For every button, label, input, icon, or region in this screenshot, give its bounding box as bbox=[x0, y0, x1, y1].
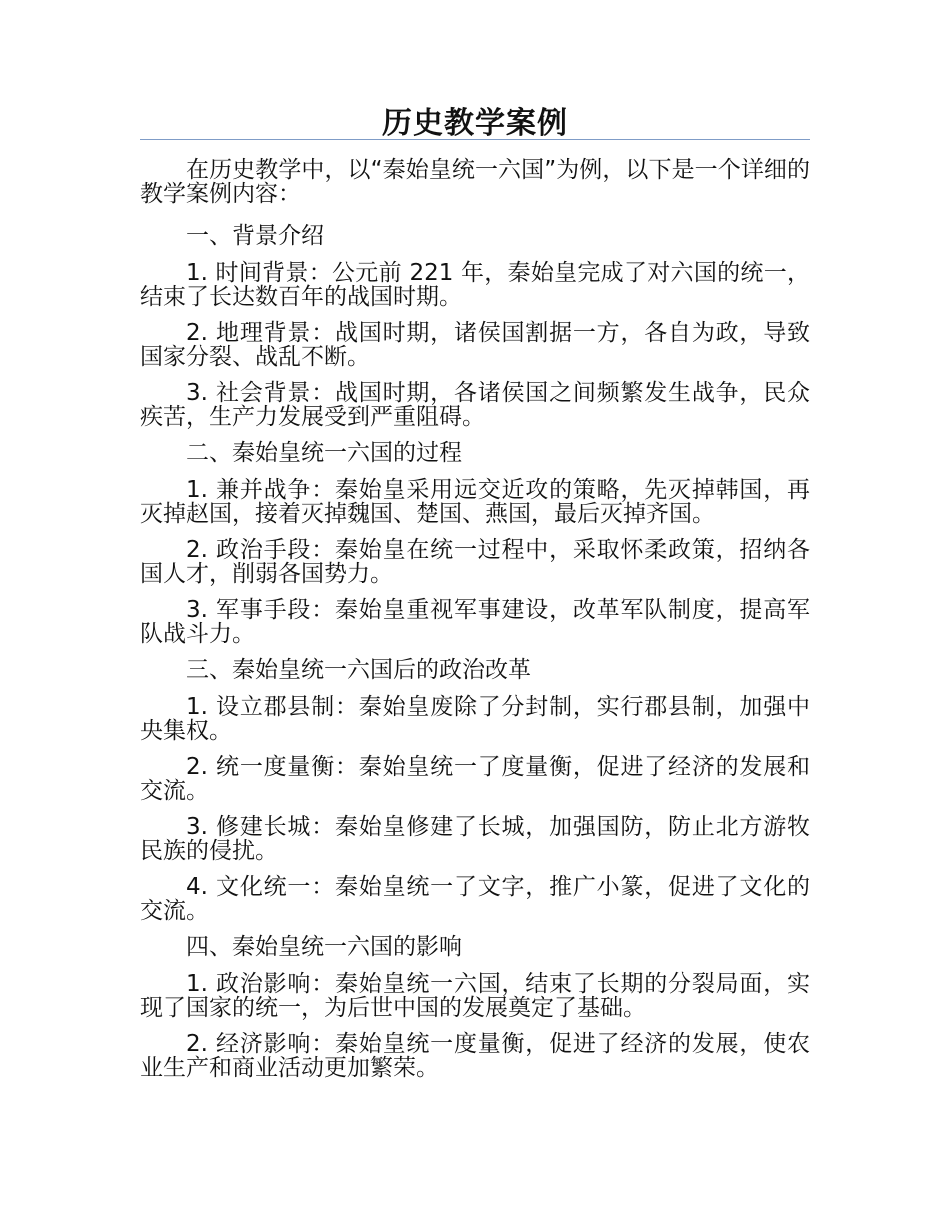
title-underline bbox=[140, 139, 810, 140]
list-item-annexation-war: 1. 兼并战争：秦始皇采用远交近攻的策略，先灭掉韩国，再灭掉赵国，接着灭掉魏国、楚国、燕国，最后灭掉齐国。 bbox=[140, 477, 810, 527]
list-item-political-means: 2. 政治手段：秦始皇在统一过程中，采取怀柔政策，招纳各国人才，削弱各国势力。 bbox=[140, 537, 810, 587]
section-heading-reforms: 三、秦始皇统一六国后的政治改革 bbox=[186, 657, 531, 683]
section-heading-process: 二、秦始皇统一六国的过程 bbox=[186, 440, 462, 466]
document-body bbox=[140, 158, 810, 1092]
list-item-great-wall: 3. 修建长城：秦始皇修建了长城，加强国防，防止北方游牧民族的侵扰。 bbox=[140, 814, 810, 864]
list-item-time-background: 1. 时间背景：公元前 221 年，秦始皇完成了对六国的统一，结束了长达数百年的战国时期。 bbox=[140, 260, 810, 310]
section-heading-impact: 四、秦始皇统一六国的影响 bbox=[186, 934, 462, 960]
document-title: 历史教学案例 bbox=[382, 106, 568, 141]
list-item-social-background: 3. 社会背景：战国时期，各诸侯国之间频繁发生战争，民众疾苦，生产力发展受到严重阻碍。 bbox=[140, 380, 810, 430]
section-heading-background: 一、背景介绍 bbox=[186, 223, 324, 249]
list-item-prefecture-system: 1. 设立郡县制：秦始皇废除了分封制，实行郡县制，加强中央集权。 bbox=[140, 694, 810, 744]
list-item-military-means: 3. 军事手段：秦始皇重视军事建设，改革军队制度，提高军队战斗力。 bbox=[140, 597, 810, 647]
list-item-economic-impact: 2. 经济影响：秦始皇统一度量衡，促进了经济的发展，使农业生产和商业活动更加繁荣。 bbox=[140, 1031, 810, 1081]
list-item-political-impact: 1. 政治影响：秦始皇统一六国，结束了长期的分裂局面，实现了国家的统一，为后世中国的发展奠定了基础。 bbox=[140, 971, 810, 1021]
intro-paragraph: 在历史教学中，以“秦始皇统一六国”为例，以下是一个详细的教学案例内容： bbox=[140, 157, 810, 207]
list-item-weights-measures: 2. 统一度量衡：秦始皇统一了度量衡，促进了经济的发展和交流。 bbox=[140, 754, 810, 804]
list-item-geo-background: 2. 地理背景：战国时期，诸侯国割据一方，各自为政，导致国家分裂、战乱不断。 bbox=[140, 320, 810, 370]
list-item-cultural-unification: 4. 文化统一：秦始皇统一了文字，推广小篆，促进了文化的交流。 bbox=[140, 874, 810, 924]
